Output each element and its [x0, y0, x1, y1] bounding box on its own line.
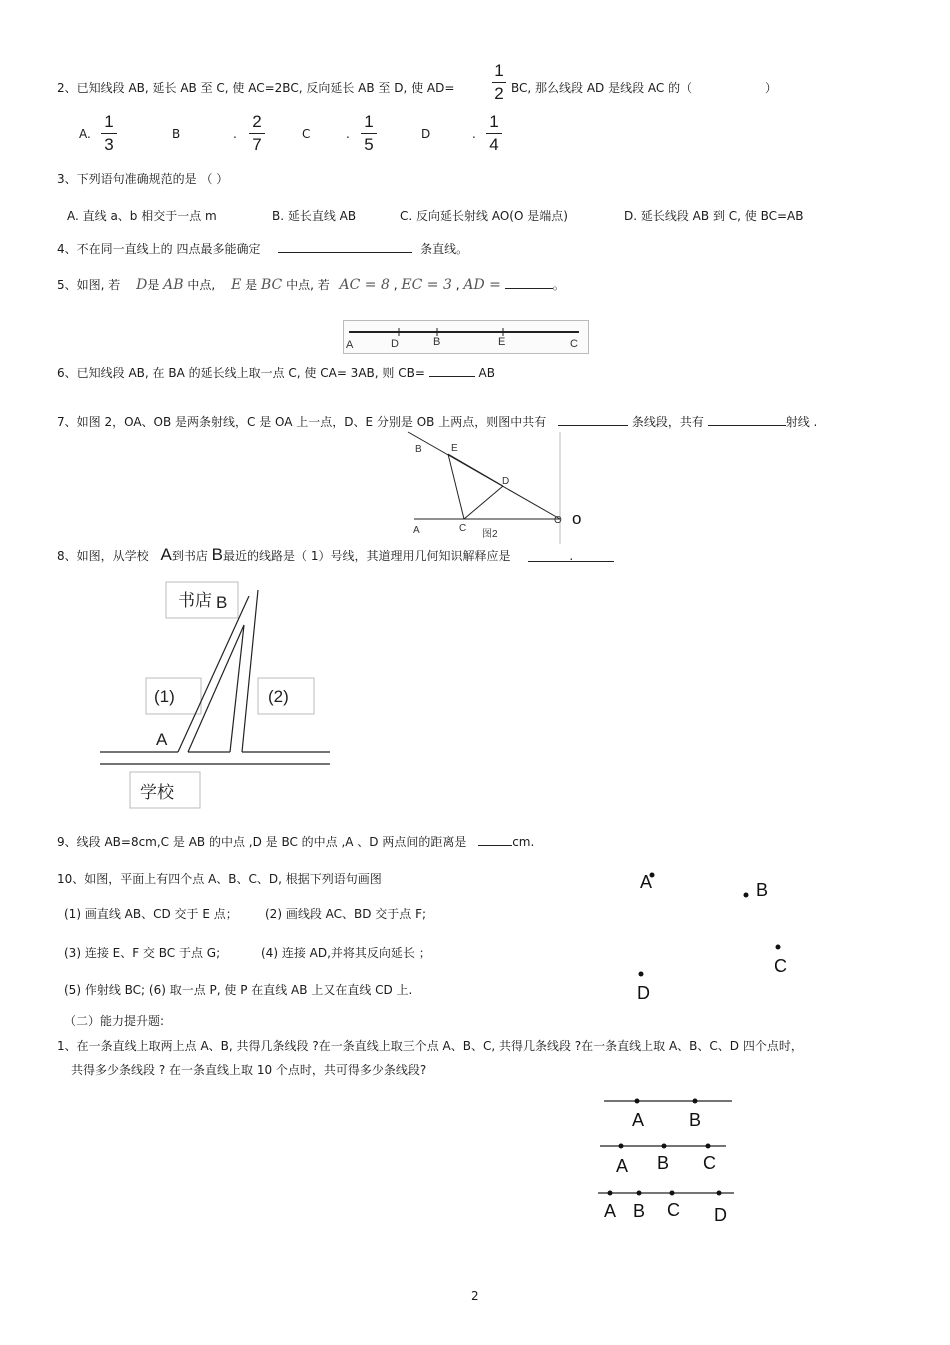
q2-option-c-fraction	[361, 112, 377, 155]
q7-label-o: O	[554, 515, 562, 526]
q2-option-c-label: C	[302, 127, 311, 141]
q10-point-a: A	[640, 872, 653, 892]
q10-point-b: B	[756, 880, 769, 900]
q2-text-a: 2、已知线段 AB, 延长 AB 至 C, 使 AC=2BC, 反向延长 AB 至 D, 使 AD=	[57, 81, 455, 95]
q2-frac-num: 1	[494, 61, 504, 80]
page-number: 2	[471, 1289, 479, 1303]
q5-text	[57, 276, 565, 293]
q7-label-e: E	[451, 443, 458, 454]
q2-option-d-label: D	[421, 127, 431, 141]
q2-option-c-den: 5	[364, 135, 374, 154]
q2-option-b-label: B	[172, 127, 181, 141]
p1-line-2: 共得多少条线段 ? 在一条直线上取 10 个点时，共可得多少条线段?	[71, 1063, 427, 1077]
q8-store-label: 书店	[178, 591, 212, 610]
q8-route-1: (1)	[154, 687, 175, 706]
q9-text-b: cm.	[512, 835, 535, 849]
p1-line-1: 1、在一条直线上取两上点 A、B, 共得几条线段 ?在一条直线上取三个点 A、B、C, 共得几条线段 ?在一条直线上取 A、B、C、D 四个点时，	[57, 1039, 803, 1053]
q10-step-1: (1) 画直线 AB、CD 交于 E 点；	[64, 907, 238, 921]
q8-text-a: 8、如图，从学校	[57, 549, 149, 563]
q6-answer-blank[interactable]	[429, 364, 475, 377]
q8-text-b: 到书店	[171, 549, 208, 563]
q2-option-a-label: A.	[79, 127, 91, 141]
q8-point-b: B	[211, 545, 223, 564]
q7-figure	[408, 432, 596, 544]
q2-option-a-num: 1	[104, 112, 114, 131]
q3-option-b: B. 延长直线 AB	[272, 209, 357, 223]
q5-comma: ,	[393, 278, 398, 292]
q7-label-o-large: o	[572, 509, 582, 528]
q5-comma2: ,	[455, 278, 460, 292]
q5-eq-ac: AC = 8	[339, 277, 390, 293]
q4-answer-blank[interactable]	[278, 240, 412, 253]
p1-row3-d: D	[714, 1205, 727, 1225]
q7-caption: 图2	[482, 529, 498, 540]
q3-option-c: C. 反向延长射线 AO(O 是端点)	[400, 209, 568, 223]
q8-store-b: B	[216, 593, 228, 612]
q3-option-a: A. 直线 a、b 相交于一点 m	[67, 209, 217, 223]
q2-text-b: BC, 那么线段 AD 是线段 AC 的（	[511, 81, 693, 95]
q9-answer-blank[interactable]	[478, 833, 512, 846]
q5-answer-blank[interactable]	[505, 276, 553, 289]
q10-point-c: C	[774, 956, 787, 976]
q5-eq-ad: AD =	[463, 277, 501, 293]
q2-option-a-fraction	[101, 112, 117, 155]
q8-answer-blank[interactable]	[528, 549, 614, 562]
q2-option-a-den: 3	[104, 135, 114, 154]
q2-option-d-den: 4	[489, 135, 499, 154]
q5-mid: 中点,	[187, 278, 216, 292]
q8-label-a: A	[156, 730, 168, 749]
q8-text	[57, 545, 614, 565]
q5-figure	[343, 320, 589, 354]
p1-row2-a: A	[616, 1156, 629, 1176]
q2-option-d-num: 1	[489, 112, 499, 131]
q5-point-a: A	[346, 339, 354, 351]
q2-text-close: ）	[765, 81, 778, 95]
q9-text-a: 9、线段 AB=8cm,C 是 AB 的中点 ,D 是 BC 的中点 ,A 、D 两点间的距离是	[57, 835, 467, 849]
p1-row2-c: C	[703, 1153, 716, 1173]
q8-blank-dot: .	[569, 549, 574, 563]
q5-eq-ec: EC = 3	[401, 277, 452, 293]
q10-step-4: (4) 连接 AD,并将其反向延长 ；	[261, 946, 431, 960]
q9-text	[57, 833, 534, 850]
q5-var-d: D	[136, 277, 148, 293]
q10-title: 10、如图，平面上有四个点 A、B、C、D, 根据下列语句画图	[57, 872, 382, 886]
q2-option-d-fraction	[486, 112, 502, 155]
q5-is2: 是	[245, 278, 258, 292]
q8-route-2: (2)	[268, 687, 289, 706]
q2-option-c-dot: .	[346, 127, 350, 141]
p1-row3-c: C	[667, 1200, 680, 1220]
q5-mid2: 中点, 若	[286, 278, 330, 292]
q5-text-a: 5、如图, 若	[57, 278, 121, 292]
section-title: （二）能力提升题:	[64, 1014, 165, 1028]
q6-text-a: 6、已知线段 AB, 在 BA 的延长线上取一点 C, 使 CA= 3AB, 则 CB=	[57, 366, 425, 380]
q8-figure	[98, 580, 334, 810]
p1-row1-a: A	[632, 1110, 645, 1130]
q5-end: 。	[552, 278, 565, 292]
q7-answer-blank-1[interactable]	[558, 413, 628, 426]
q2-option-b-num: 2	[252, 112, 262, 131]
p1-row1-b: B	[689, 1110, 702, 1130]
q10-step-2: (2) 画线段 AC、BD 交于点 F;	[265, 907, 427, 921]
q7-text	[57, 413, 817, 430]
q5-var-ab: AB	[163, 277, 184, 293]
q5-point-b: B	[433, 336, 441, 348]
q3-option-d: D. 延长线段 AB 到 C, 使 BC=AB	[624, 209, 804, 223]
q8-point-a: A	[160, 545, 172, 564]
p1-figure	[596, 1090, 742, 1228]
q6-text	[57, 364, 495, 381]
q7-label-c: C	[459, 523, 467, 534]
q7-label-b: B	[415, 444, 422, 455]
q10-point-d: D	[637, 983, 650, 1003]
q7-text-a: 7、如图 2，OA、OB 是两条射线，C 是 OA 上一点，D、E 分别是 OB 上两点，则图中共有	[57, 415, 547, 429]
q7-text-c: 射线 .	[785, 415, 818, 429]
q5-var-bc: BC	[260, 277, 283, 293]
q3-title: 3、下列语句准确规范的是 （ ）	[57, 172, 229, 186]
q4-text-b: 条直线。	[420, 242, 469, 256]
q2-frac-den: 2	[494, 84, 504, 103]
q2-option-c-num: 1	[364, 112, 374, 131]
q7-label-d: D	[502, 476, 510, 487]
q7-answer-blank-2[interactable]	[708, 413, 786, 426]
q4-text-a: 4、不在同一直线上的 四点最多能确定	[57, 242, 261, 256]
q5-point-c: C	[570, 338, 578, 350]
q2-option-d-dot: .	[472, 127, 476, 141]
q10-step-5-6: (5) 作射线 BC; (6) 取一点 P, 使 P 在直线 AB 上又在直线 CD 上.	[64, 983, 413, 997]
q2-option-b-den: 7	[252, 135, 262, 154]
p1-row3-a: A	[604, 1201, 617, 1221]
q6-text-b: AB	[478, 366, 495, 380]
q5-point-d: D	[391, 338, 399, 350]
q10-step-3: (3) 连接 E、F 交 BC 于点 G;	[64, 946, 221, 960]
q7-text-b: 条线段，共有	[631, 415, 704, 429]
q10-figure	[630, 860, 787, 1005]
q4-text	[57, 240, 468, 257]
q5-var-e: E	[231, 277, 242, 293]
q2-fraction	[492, 61, 506, 104]
q5-point-e: E	[498, 336, 506, 348]
p1-row3-b: B	[633, 1201, 646, 1221]
q8-text-c: 最近的线路是（ 1）号线，其道理用几何知识解释应是	[223, 549, 511, 563]
q2-option-b-dot: .	[233, 127, 237, 141]
q8-school-label: 学校	[140, 783, 174, 802]
p1-row2-b: B	[657, 1153, 670, 1173]
q7-label-a: A	[413, 525, 420, 536]
q5-is: 是	[147, 278, 160, 292]
q2-option-b-fraction	[249, 112, 265, 155]
